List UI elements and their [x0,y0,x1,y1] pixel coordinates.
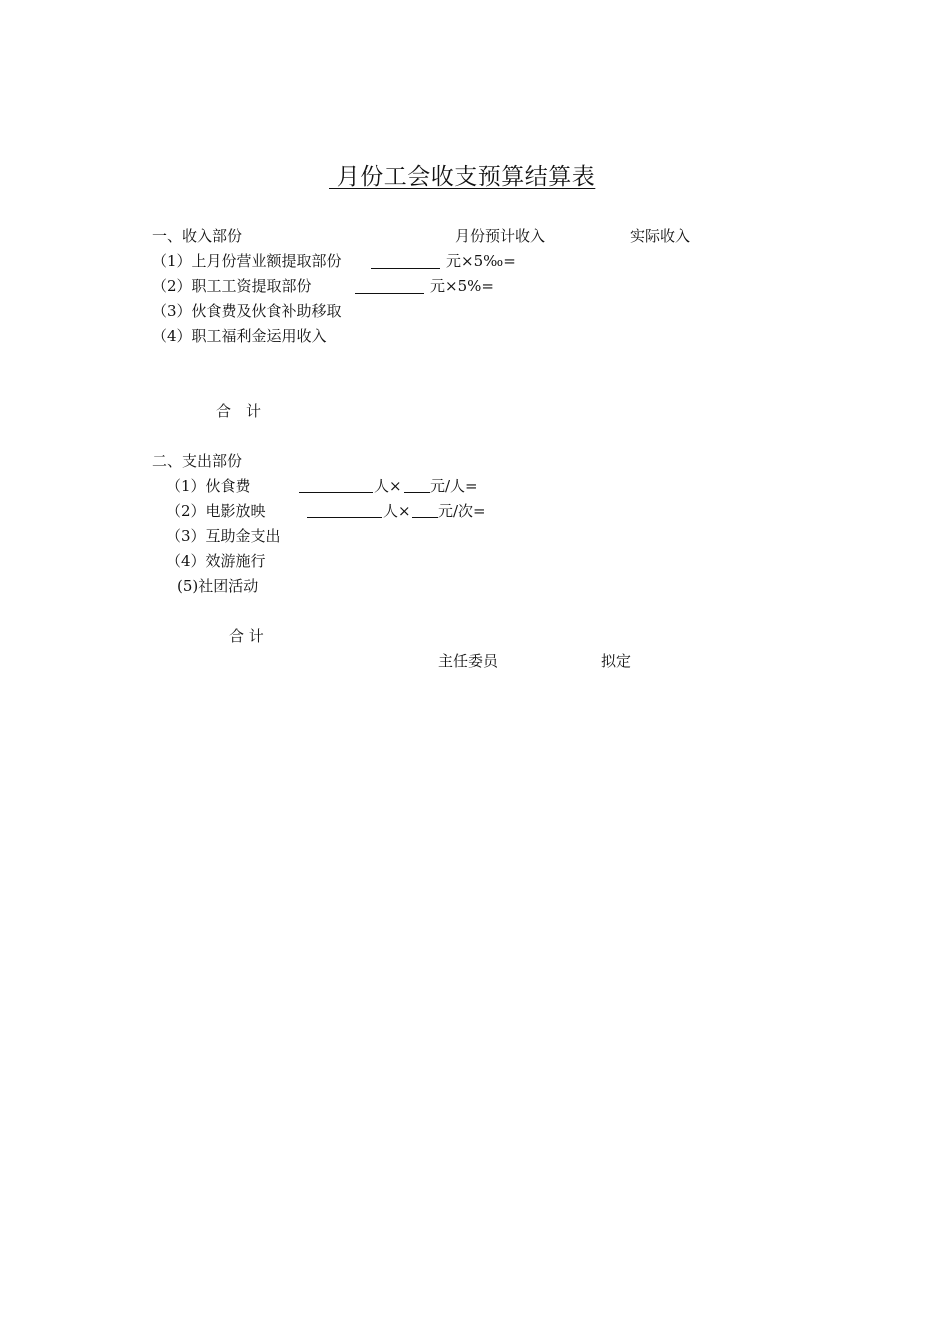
income-item-2-formula: 元×5%= [430,277,494,295]
income-item-1-label: （1）上月份营业额提取部份 [152,252,342,270]
income-item-4-label: （4）职工福利金运用收入 [152,327,327,345]
expense-item-1-unit-a: 人× [374,477,402,495]
income-item-1-blank[interactable] [371,268,440,269]
income-item-2-blank[interactable] [355,293,424,294]
draft-label: 拟定 [601,652,632,670]
income-heading: 一、收入部份 [152,227,243,245]
income-total-label: 合 计 [216,402,262,420]
income-item-2-label: （2）职工工资提取部份 [152,277,312,295]
chair-committee-label: 主任委员 [438,652,499,670]
expense-item-2-count-blank[interactable] [307,517,382,518]
page-title: 月份工会收支预算结算表 [329,164,596,190]
expense-item-2-label: （2）电影放映 [166,502,266,520]
expense-item-4-label: （4）效游施行 [166,552,266,570]
expense-item-1-price-blank[interactable] [404,492,430,493]
expense-item-2-unit-a: 人× [383,502,411,520]
expense-item-5-label: (5)社团活动 [177,577,259,595]
expense-item-3-label: （3）互助金支出 [166,527,281,545]
expense-total-label: 合 计 [229,627,264,645]
income-budget-column-header: 月份预计收入 [455,227,546,245]
income-actual-column-header: 实际收入 [630,227,691,245]
expense-item-1-label: （1）伙食费 [166,477,251,495]
income-item-1-formula: 元×5‰= [446,252,516,270]
expense-item-2-price-blank[interactable] [412,517,438,518]
expense-item-1-unit-b: 元/人= [430,477,478,495]
income-item-3-label: （3）伙食费及伙食补助移取 [152,302,342,320]
expense-heading: 二、支出部份 [152,452,243,470]
expense-item-1-count-blank[interactable] [299,492,373,493]
expense-item-2-unit-b: 元/次= [438,502,486,520]
